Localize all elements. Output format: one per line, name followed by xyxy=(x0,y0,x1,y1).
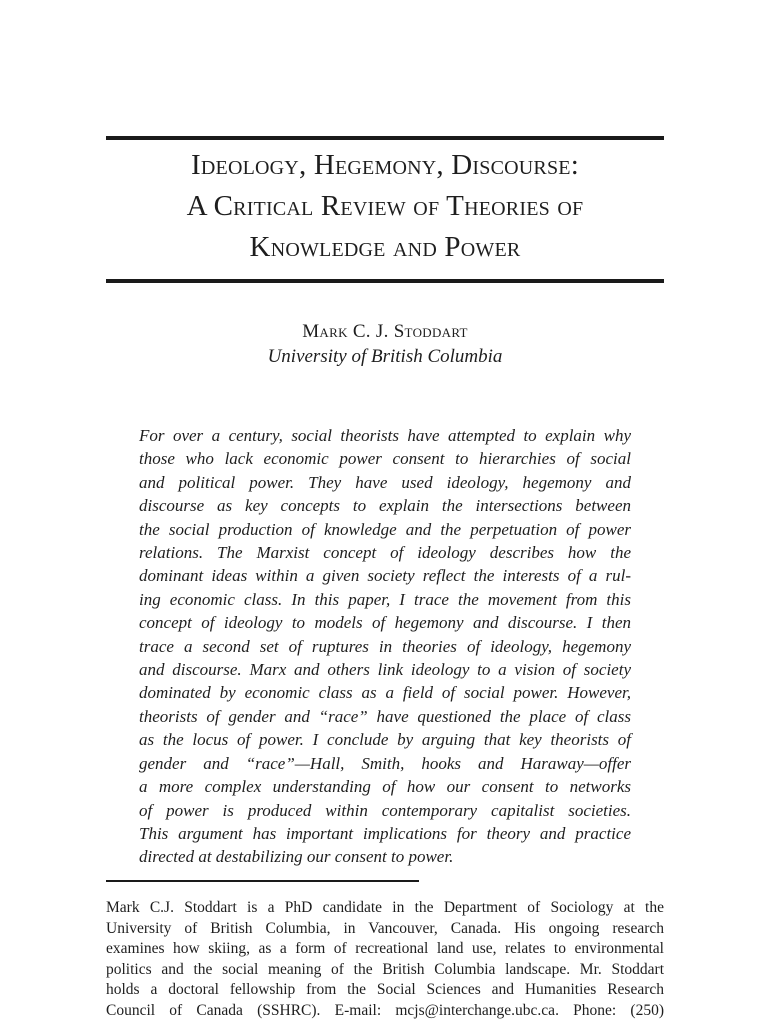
abstract-line: a more complex understanding of how our consent to networks xyxy=(139,777,631,797)
footnote-line: Mark C.J. Stoddart is a PhD candidate in the Department of Sociology at the xyxy=(106,899,664,916)
footnote-line: politics and the social meaning of the British Columbia landscape. Mr. Stoddart xyxy=(106,960,664,978)
abstract-line: as the locus of power. I conclude by arguing that key theorists of xyxy=(139,730,631,750)
abstract-line: discourse as key concepts to explain the intersections between xyxy=(139,496,631,516)
abstract-line: directed at destabilizing our consent to power. xyxy=(139,847,454,867)
abstract-line: This argument has important implications for theory and practice xyxy=(139,823,631,843)
abstract-line: theorists of gender and “race” have questioned the place of class xyxy=(139,706,631,726)
footnote-line: University of British Columbia, in Vancouver, Canada. His ongoing research xyxy=(106,919,664,937)
footnote-line: holds a doctoral fellowship from the Social Sciences and Humanities Research xyxy=(106,981,664,999)
abstract-line: ing economic class. In this paper, I trace the movement from this xyxy=(139,589,631,609)
author-affiliation: University of British Columbia xyxy=(267,346,503,367)
footnote-line: Council of Canada (SSHRC). E-mail: mcjs@interchange.ubc.ca. Phone: (250) xyxy=(106,1001,664,1019)
footnote-line: examines how skiing, as a form of recreational land use, relates to environmental xyxy=(106,940,664,958)
abstract-line: and discourse. Marx and others link ideology to a vision of society xyxy=(139,660,631,680)
abstract-line: the social production of knowledge and the perpetuation of power xyxy=(139,519,631,539)
abstract-line: relations. The Marxist concept of ideology describes how the xyxy=(139,543,631,563)
abstract-line: trace a second set of ruptures in theories of ideology, hegemony xyxy=(139,636,631,656)
abstract-line: For over a century, social theorists have attempted to explain why xyxy=(139,426,631,445)
abstract-line: those who lack economic power consent to hierarchies of social xyxy=(139,449,631,469)
abstract-line: and political power. They have used ideology, hegemony and xyxy=(139,472,631,492)
abstract-line: dominant ideas within a given society reflect the interests of a rul- xyxy=(139,566,631,586)
abstract xyxy=(139,424,631,869)
title-line-2: A Critical Review of Theories of xyxy=(186,190,584,222)
title-line-1: Ideology, Hegemony, Discourse: xyxy=(191,149,579,181)
abstract-line: concept of ideology to models of hegemony and discourse. I then xyxy=(139,613,631,633)
abstract-line: gender and “race”—Hall, Smith, hooks and Haraway—offer xyxy=(139,753,631,773)
title-top-rule xyxy=(106,136,664,140)
footnote-rule xyxy=(106,880,419,882)
author-block xyxy=(106,320,664,370)
author-name: Mark C. J. Stoddart xyxy=(302,321,468,342)
abstract-line: dominated by economic class as a field of social power. However, xyxy=(139,683,631,703)
title-line-3: Knowledge and Power xyxy=(249,231,521,263)
author-footnote xyxy=(106,898,664,1022)
abstract-line: of power is produced within contemporary capitalist societies. xyxy=(139,800,631,820)
title-bottom-rule xyxy=(106,279,664,283)
article-title xyxy=(106,145,664,268)
